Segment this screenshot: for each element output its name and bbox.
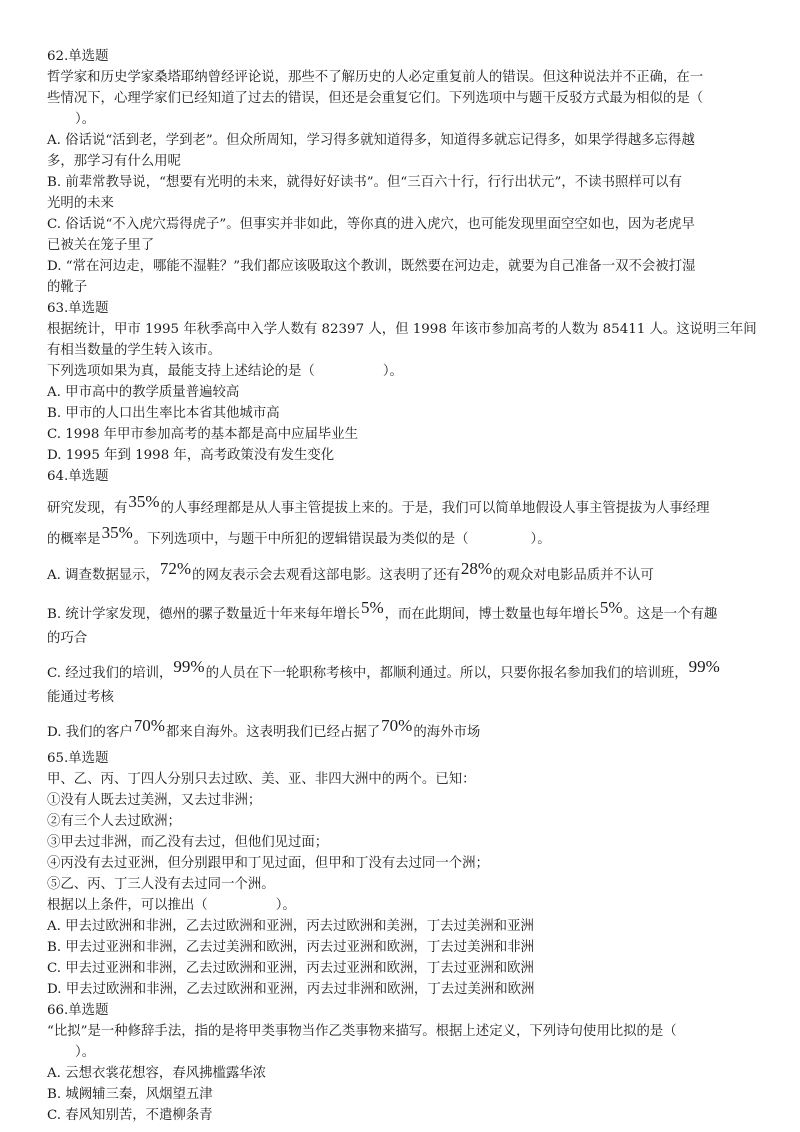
option-c[interactable] <box>47 656 759 689</box>
option-a[interactable] <box>47 130 759 172</box>
option-c[interactable]: C. 春风知别苦，不遣柳条青 <box>47 1108 213 1123</box>
condition-3: ③甲去过非洲，而乙没有去过，但他们见过面； <box>47 835 329 850</box>
question-66 <box>47 1000 759 1126</box>
question-number: 66.单选题 <box>47 1003 109 1018</box>
option-c-cont: 能通过考核 <box>47 690 114 705</box>
question-64 <box>47 466 759 748</box>
option-b[interactable]: B. 甲去过亚洲和非洲，乙去过美洲和欧洲，丙去过亚洲和欧洲，丁去过美洲和非洲 <box>47 940 535 955</box>
percentage: 70% <box>381 716 413 735</box>
answer-blank-close: ）。 <box>75 1045 96 1060</box>
percentage: 5% <box>599 598 623 617</box>
question-number: 64.单选题 <box>47 469 109 484</box>
question-stem-line <box>47 524 759 554</box>
question-65 <box>47 748 759 1000</box>
option-c[interactable] <box>47 214 759 256</box>
stem-text: 研究发现，有 <box>47 501 128 516</box>
stem-text: 根据以上条件，可以推出（ <box>47 898 208 913</box>
option-a[interactable] <box>47 558 759 591</box>
option-text: C. 俗话说“不入虎穴焉得虎子”。但事实并非如此，等你真的进入虎穴，也可能发现里面空空如也，因为老虎早 <box>47 217 695 232</box>
option-b[interactable]: B. 甲市的人口出生率比本省其他城市高 <box>47 406 280 421</box>
percentage: 70% <box>133 716 165 735</box>
question-number: 63.单选题 <box>47 301 109 316</box>
question-number: 62.单选题 <box>47 49 109 64</box>
question-stem-line: 甲、乙、丙、丁四人分别只去过欧、美、亚、非四大洲中的两个。已知： <box>47 772 476 787</box>
option-a[interactable]: A. 甲市高中的教学质量普遍较高 <box>47 385 240 400</box>
option-text: 光明的未来 <box>47 196 114 211</box>
option-b-cont: 的巧合 <box>47 631 88 646</box>
percentage: 99% <box>688 657 720 676</box>
option-text: D. “常在河边走，哪能不湿鞋？”我们都应该吸取这个教训，既然要在河边走，就要为自己准备一双不会被打湿 <box>47 259 696 274</box>
option-text: 多，那学习有什么用呢 <box>47 154 181 169</box>
option-text: 已被关在笼子里了 <box>47 238 155 253</box>
answer-blank-close: ）。 <box>382 364 403 379</box>
percentage: 5% <box>360 598 384 617</box>
option-text: 的人员在下一轮职称考核中，都顺利通过。所以，只要你报名参加我们的培训班， <box>205 666 688 681</box>
option-b[interactable] <box>47 597 759 630</box>
option-text: D. 我们的客户 <box>47 725 133 740</box>
answer-blank-close: ）。 <box>530 532 551 547</box>
option-text: 的海外市场 <box>413 725 481 740</box>
option-text: 都来自海外。这表明我们已经占据了 <box>165 725 381 740</box>
percentage: 28% <box>460 559 493 578</box>
question-stem-line <box>47 361 759 382</box>
percentage: 35% <box>101 523 133 542</box>
option-text: 的网友表示会去观看这部电影。这表明了还有 <box>192 568 460 583</box>
option-a[interactable]: A. 甲去过欧洲和非洲，乙去过欧洲和亚洲，丙去过欧洲和美洲，丁去过美洲和亚洲 <box>47 919 534 934</box>
answer-blank-close: ）。 <box>275 898 296 913</box>
stem-text: 的概率是 <box>47 532 101 547</box>
option-b[interactable] <box>47 172 759 214</box>
option-d[interactable] <box>47 715 759 748</box>
question-stem-line: “比拟”是一种修辞手法，指的是将甲类事物当作乙类事物来描写。根据上述定义，下列诗句使用比拟的是（ <box>47 1024 677 1039</box>
condition-1: ①没有人既去过美洲，又去过非洲； <box>47 793 262 808</box>
question-stem-line <box>47 491 759 524</box>
question-stem-line: 根据统计，甲市 1995 年秋季高中入学人数有 82397 人，但 1998 年该市参加高考的人数为 85411 人。这说明三年间 <box>47 322 757 337</box>
question-62 <box>47 46 759 298</box>
question-stem-line: 有相当数量的学生转入该市。 <box>47 343 222 358</box>
option-d[interactable] <box>47 256 759 298</box>
option-text: A. 俗话说“活到老，学到老”。但众所周知，学习得多就知道得多，知道得多就忘记得多，如果学得越多忘得越 <box>47 133 695 148</box>
option-text: B. 前辈常教导说，“想要有光明的未来，就得好好读书”。但“三百六十行，行行出状元”，不读书照样可以有 <box>47 175 682 190</box>
answer-blank-close: ）。 <box>75 112 96 127</box>
question-number: 65.单选题 <box>47 751 109 766</box>
condition-5: ⑤乙、丙、丁三人没有去过同一个洲。 <box>47 877 275 892</box>
question-stem-line <box>47 895 759 916</box>
percentage: 99% <box>173 657 205 676</box>
exam-page <box>47 46 759 1126</box>
option-text: 的靴子 <box>47 280 88 295</box>
percentage: 35% <box>128 492 160 511</box>
option-c[interactable]: C. 1998 年甲市参加高考的基本都是高中应届毕业生 <box>47 427 359 442</box>
option-text: B. 统计学家发现，德州的骡子数量近十年来每年增长 <box>47 607 360 622</box>
option-text: 。这是一个有趣 <box>623 607 718 622</box>
question-63 <box>47 298 759 466</box>
stem-text: 的人事经理都是从人事主管提拔上来的。于是，我们可以简单地假设人事主管提拔为人事经理 <box>160 501 710 516</box>
option-text: ，而在此期间，博士数量也每年增长 <box>384 607 599 622</box>
question-stem-line: 哲学家和历史学家桑塔耶纳曾经评论说，那些不了解历史的人必定重复前人的错误。但这种说法并不正确，在一 <box>47 70 704 85</box>
option-text: A. 调查数据显示， <box>47 568 159 583</box>
percentage: 72% <box>159 559 192 578</box>
option-text: C. 经过我们的培训， <box>47 666 173 681</box>
question-stem-line: 些情况下，心理学家们已经知道了过去的错误，但还是会重复它们。下列选项中与题干反驳方式最为相似的是（ <box>47 91 704 106</box>
option-d[interactable]: D. 甲去过欧洲和非洲，乙去过欧洲和亚洲，丙去过非洲和欧洲，丁去过美洲和欧洲 <box>47 982 535 997</box>
option-a[interactable]: A. 云想衣裳花想容，春风拂槛露华浓 <box>47 1066 267 1081</box>
option-text: 的观众对电影品质并不认可 <box>493 568 654 583</box>
option-d[interactable]: D. 1995 年到 1998 年，高考政策没有发生变化 <box>47 448 335 463</box>
option-b[interactable]: B. 城阙辅三秦，风烟望五津 <box>47 1087 213 1102</box>
condition-2: ②有三个人去过欧洲； <box>47 814 181 829</box>
option-c[interactable]: C. 甲去过亚洲和非洲，乙去过欧洲和亚洲，丙去过亚洲和欧洲，丁去过亚洲和欧洲 <box>47 961 534 976</box>
stem-text: 。下列选项中，与题干中所犯的逻辑错误最为类似的是（ <box>133 532 469 547</box>
stem-text: 下列选项如果为真，最能支持上述结论的是（ <box>47 364 315 379</box>
condition-4: ④丙没有去过亚洲，但分别跟甲和丁见过面，但甲和丁没有去过同一个洲； <box>47 856 489 871</box>
